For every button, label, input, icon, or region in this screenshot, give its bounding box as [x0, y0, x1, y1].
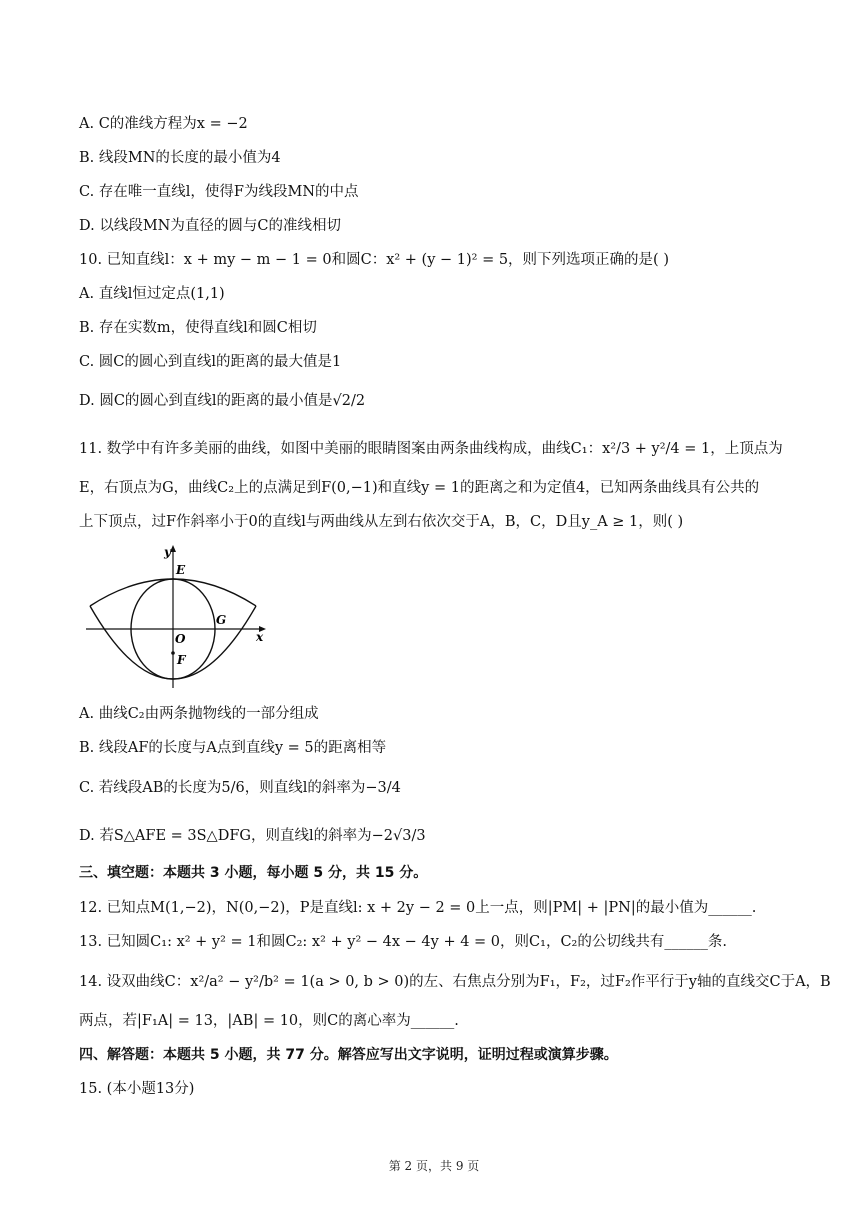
section-answer-heading: 四、解答题：本题共 5 小题，共 77 分。解答应写出文字说明，证明过程或演算步骤。 — [79, 1047, 618, 1063]
label-y: y — [164, 545, 171, 559]
q10-option-c: C. 圆C的圆心到直线l的距离的最大值是1 — [79, 354, 342, 370]
label-e: E — [176, 563, 186, 577]
q10-option-a: A. 直线l恒过定点(1,1) — [79, 286, 225, 302]
section-fill-in-heading: 三、填空题：本题共 3 小题，每小题 5 分，共 15 分。 — [79, 865, 428, 881]
eye-curve-figure — [84, 540, 274, 690]
q9-option-b: B. 线段MN的长度的最小值为4 — [79, 150, 281, 166]
q11-option-d: D. 若S△AFE = 3S△DFG，则直线l的斜率为−2√3/3 — [79, 828, 426, 844]
label-o: O — [175, 632, 186, 646]
q10-option-b: B. 存在实数m，使得直线l和圆C相切 — [79, 320, 317, 336]
q9-option-d: D. 以线段MN为直径的圆与C的准线相切 — [79, 218, 341, 234]
q11-stem-line3: 上下顶点，过F作斜率小于0的直线l与两曲线从左到右依次交于A，B，C，D且y_A ≥ 1，则( ) — [79, 514, 684, 530]
label-f: F — [177, 653, 186, 667]
page-footer: 第 2 页，共 9 页 — [388, 1159, 480, 1173]
q14-line2: 两点，若|F₁A| = 13，|AB| = 10，则C的离心率为______. — [79, 1013, 459, 1029]
q9-option-a: A. C的准线方程为x = −2 — [79, 116, 248, 132]
q11-option-a: A. 曲线C₂由两条抛物线的一部分组成 — [79, 706, 319, 722]
q11-option-c: C. 若线段AB的长度为5/6，则直线l的斜率为−3/4 — [79, 780, 401, 796]
label-x: x — [256, 630, 264, 644]
q14-line1: 14. 设双曲线C：x²/a² − y²/b² = 1(a > 0, b > 0)的左、右焦点分别为F₁，F₂，过F₂作平行于y轴的直线交C于A，B — [79, 974, 831, 990]
q10-stem: 10. 已知直线l：x + my − m − 1 = 0和圆C：x² + (y − 1)² = 5，则下列选项正确的是( ) — [79, 252, 669, 268]
q11-option-b: B. 线段AF的长度与A点到直线y = 5的距离相等 — [79, 740, 387, 756]
q11-stem-line1: 11. 数学中有许多美丽的曲线，如图中美丽的眼睛图案由两条曲线构成，曲线C₁：x²/3 + y²/4 = 1，上顶点为 — [79, 441, 783, 457]
q15-heading: 15. (本小题13分) — [79, 1081, 195, 1097]
label-g: G — [216, 613, 227, 627]
q13: 13. 已知圆C₁: x² + y² = 1和圆C₂: x² + y² − 4x − 4y + 4 = 0，则C₁，C₂的公切线共有______条. — [79, 934, 727, 950]
q11-stem-line2: E，右顶点为G，曲线C₂上的点满足到F(0,−1)和直线y = 1的距离之和为定值4，已知两条曲线具有公共的 — [79, 480, 760, 496]
q12: 12. 已知点M(1,−2)，N(0,−2)，P是直线l: x + 2y − 2 = 0上一点，则|PM| + |PN|的最小值为______. — [79, 900, 757, 916]
focus-f-point — [171, 651, 175, 655]
q9-option-c: C. 存在唯一直线l，使得F为线段MN的中点 — [79, 184, 359, 200]
q10-option-d: D. 圆C的圆心到直线l的距离的最小值是√2/2 — [79, 393, 366, 409]
